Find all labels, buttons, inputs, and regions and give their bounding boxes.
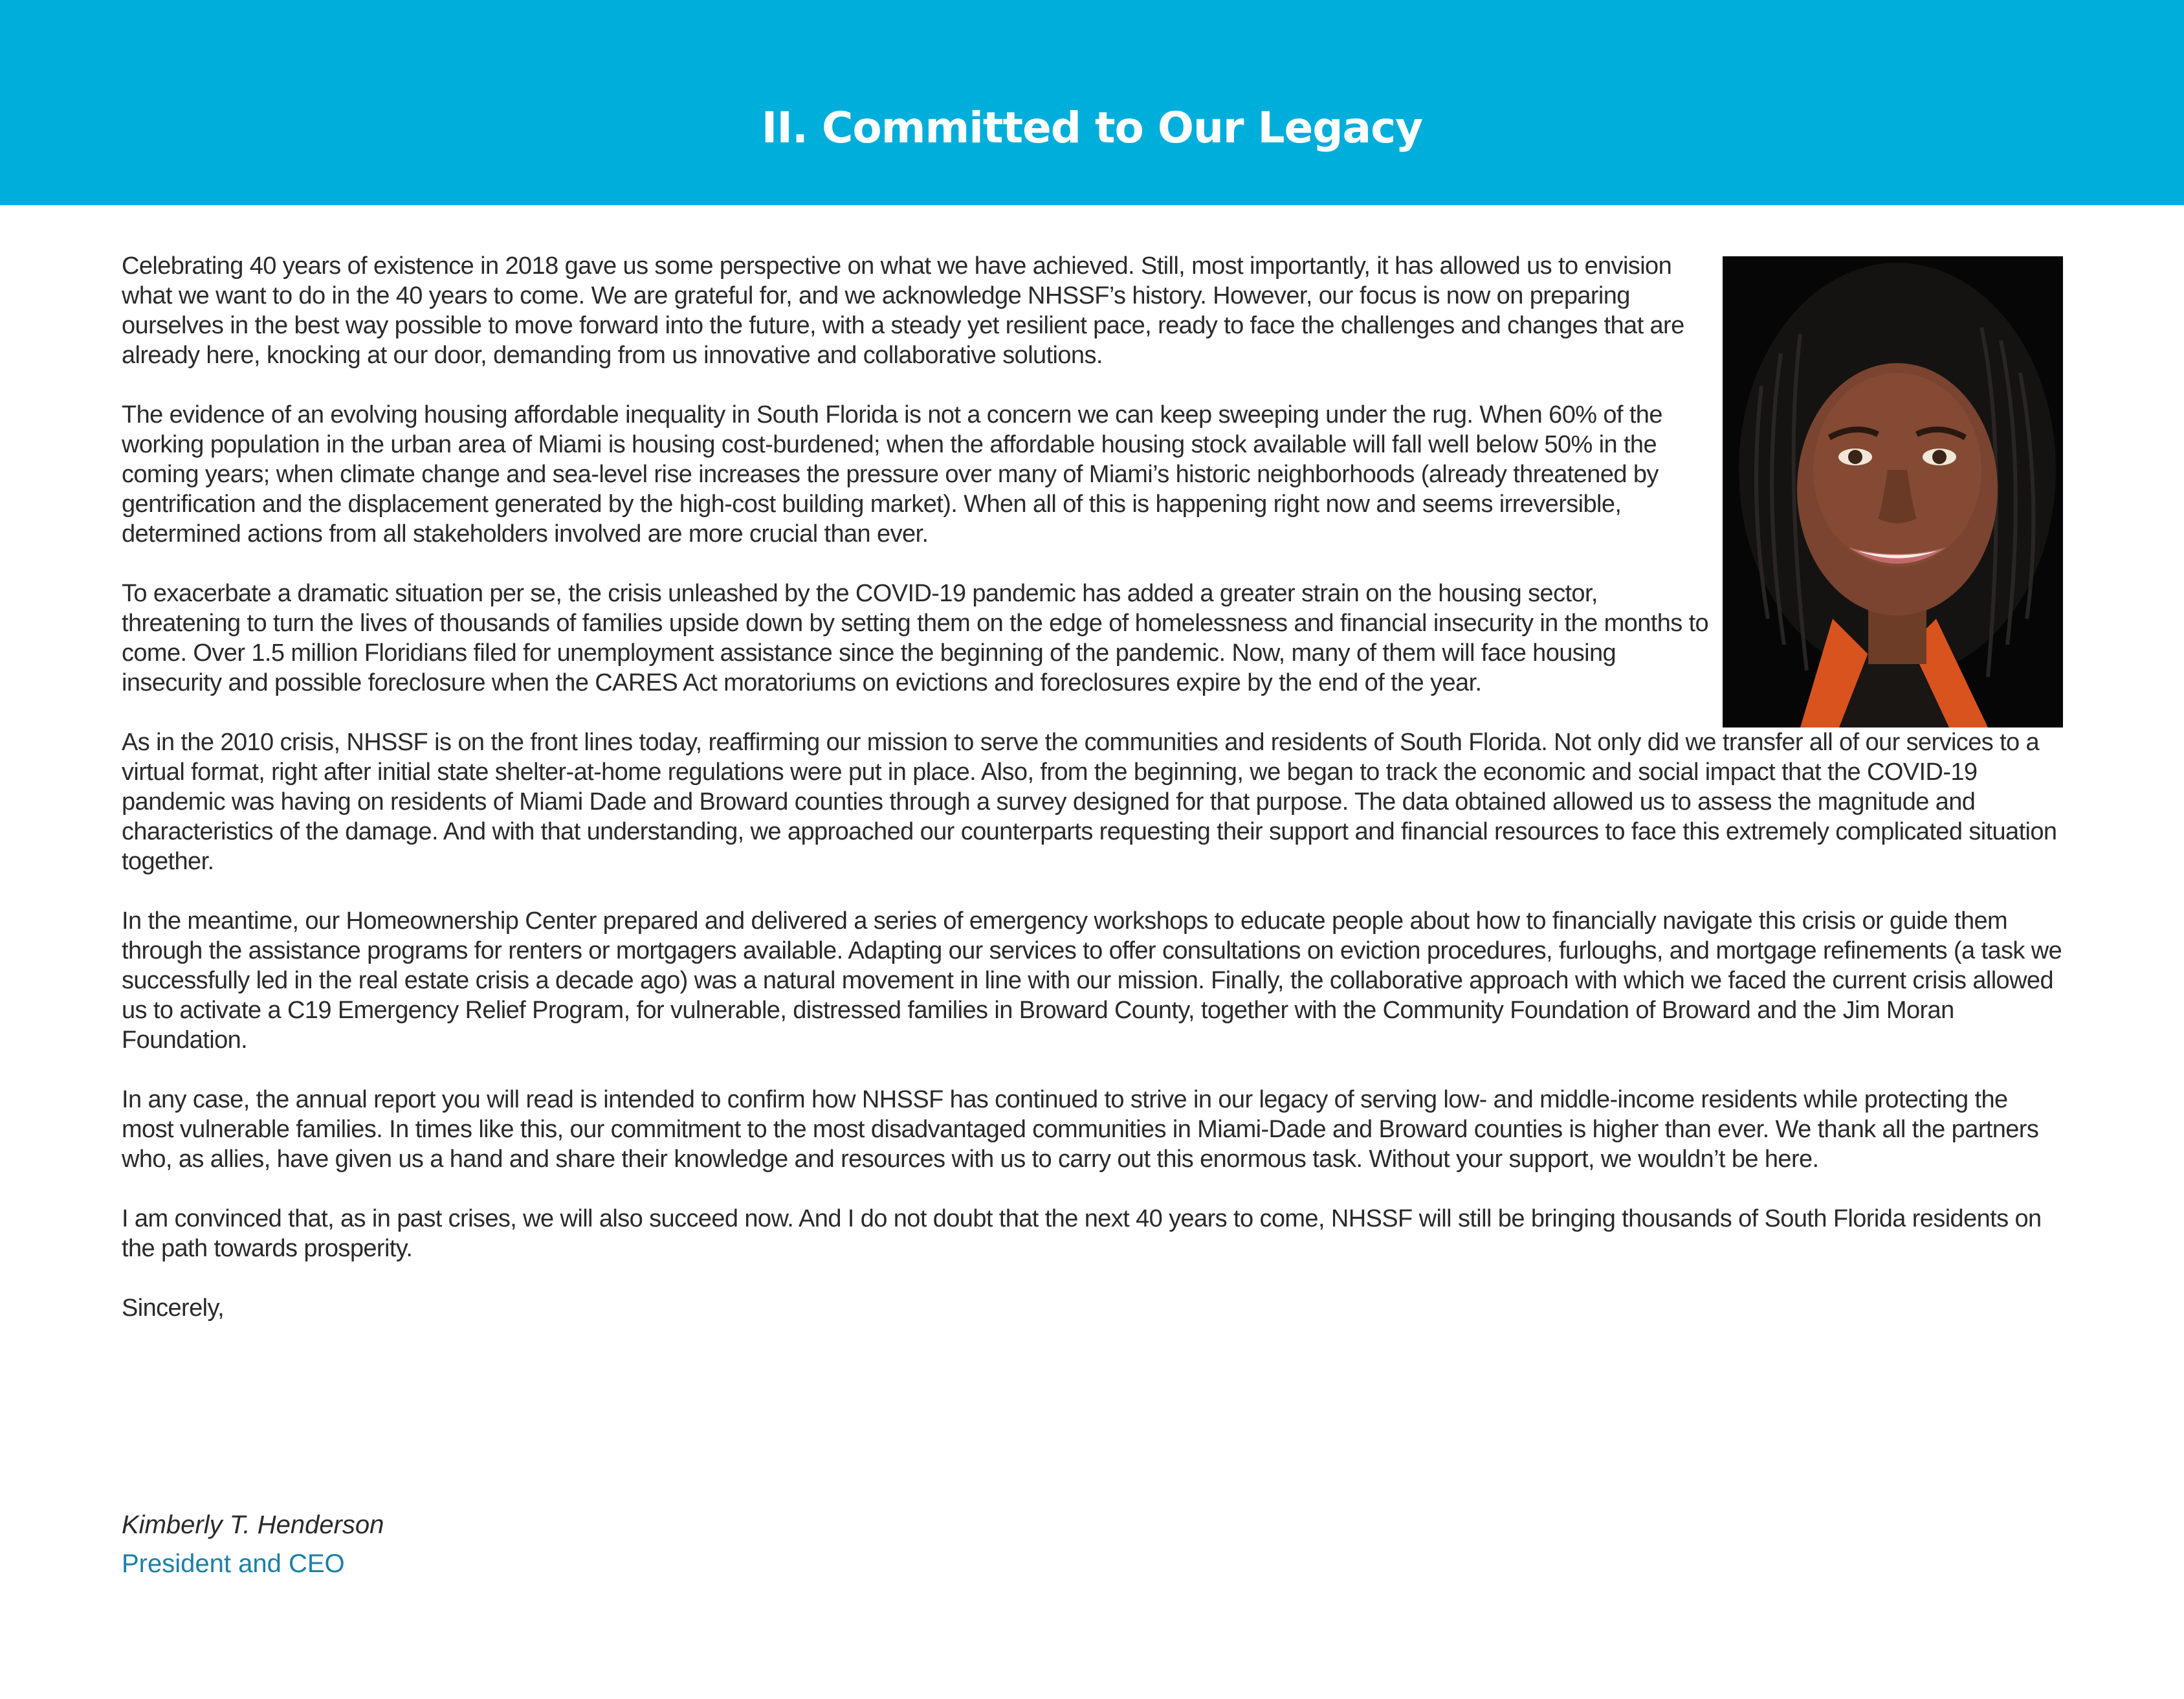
paragraph: As in the 2010 crisis, NHSSF is on the front lines today, reaffirming our mission to serve the communities and residents of South Florida. Not only did we transfer all of our services to a virtual format, right after initial state shelter-at-home regulations were put in place. Also, from the beginning, we began to track the economic and social impact that the COVID-19 pandemic was having on residents of Miami Dade and Broward counties through a survey designed for that purpose. The data obtained allowed us to assess the magnitude and characteristics of the damage. And with that understanding, we approached our counterparts requesting their support and financial resources to face this extremely complicated situation together. (122, 729, 2057, 875)
paragraph: In the meantime, our Homeownership Center prepared and delivered a series of emergency workshops to educate people about how to financially navigate this crisis or guide them through the assistance programs for renters or mortgagers available. Adapting our services to offer consultations on eviction procedures, furloughs, and mortgage refinements (a task we successfully led in the real estate crisis a decade ago) was a natural movement in line with our mission. Finally, the collaborative approach with which we faced the current crisis allowed us to activate a C19 Emergency Relief Program, for vulnerable, distressed families in Broward County, together with the Community Foundation of Broward and the Jim Moran Foundation. (122, 907, 2062, 1054)
paragraph: The evidence of an evolving housing affordable inequality in South Florida is not a concern we can keep sweeping under the rug. When 60% of the working population in the urban area of Miami is housing cost-burdened; when the affordable housing stock available will fall well below 50% in the coming years; when climate change and sea-level rise increases the pressure over many of Miami’s historic neighborhoods (already threatened by gentrification and the displacement generated by the high-cost building market). When all of this is happening right now and seems irreversible, determined actions from all stakeholders involved are more crucial than ever. (122, 401, 1662, 548)
closing-salutation: Sincerely, (122, 1294, 225, 1322)
paragraph: I am convinced that, as in past crises, we will also succeed now. And I do not doubt that the next 40 years to come, NHSSF will still be bringing thousands of South Florida residents on the path towards prosperity. (122, 1205, 2042, 1262)
paragraph: In any case, the annual report you will read is intended to confirm how NHSSF has continued to strive in our legacy of serving low- and middle-income residents while protecting the most vulnerable families. In times like this, our commitment to the most disadvantaged communities in Miami-Dade and Broward counties is higher than ever. We thank all the partners who, as allies, have given us a hand and share their knowledge and resources with us to carry out this enormous task. Without your support, we wouldn’t be here. (122, 1086, 2039, 1173)
signature-title: President and CEO (122, 1549, 345, 1578)
body-text (122, 251, 2063, 1353)
page-title: II. Committed to Our Legacy (761, 103, 1423, 153)
paragraph: To exacerbate a dramatic situation per se, the crisis unleashed by the COVID-19 pandemic has added a greater strain on the housing sector, threatening to turn the lives of thousands of families upside down by setting them on the edge of homelessness and financial insecurity in the months to come. Over 1.5 million Floridians filed for unemployment assistance since the beginning of the pandemic. Now, many of them will face housing insecurity and possible foreclosure when the CARES Act moratoriums on evictions and foreclosures expire by the end of the year. (122, 580, 1709, 696)
paragraph: Celebrating 40 years of existence in 2018 gave us some perspective on what we have achieved. Still, most importantly, it has allowed us to envision what we want to do in the 40 years to come. We are grateful for, and we acknowledge NHSSF’s history. However, our focus is now on preparing ourselves in the best way possible to move forward into the future, with a steady yet resilient pace, ready to face the challenges and changes that are already here, knocking at our door, demanding from us innovative and collaborative solutions. (122, 252, 1684, 369)
signature-name: Kimberly T. Henderson (122, 1511, 384, 1539)
